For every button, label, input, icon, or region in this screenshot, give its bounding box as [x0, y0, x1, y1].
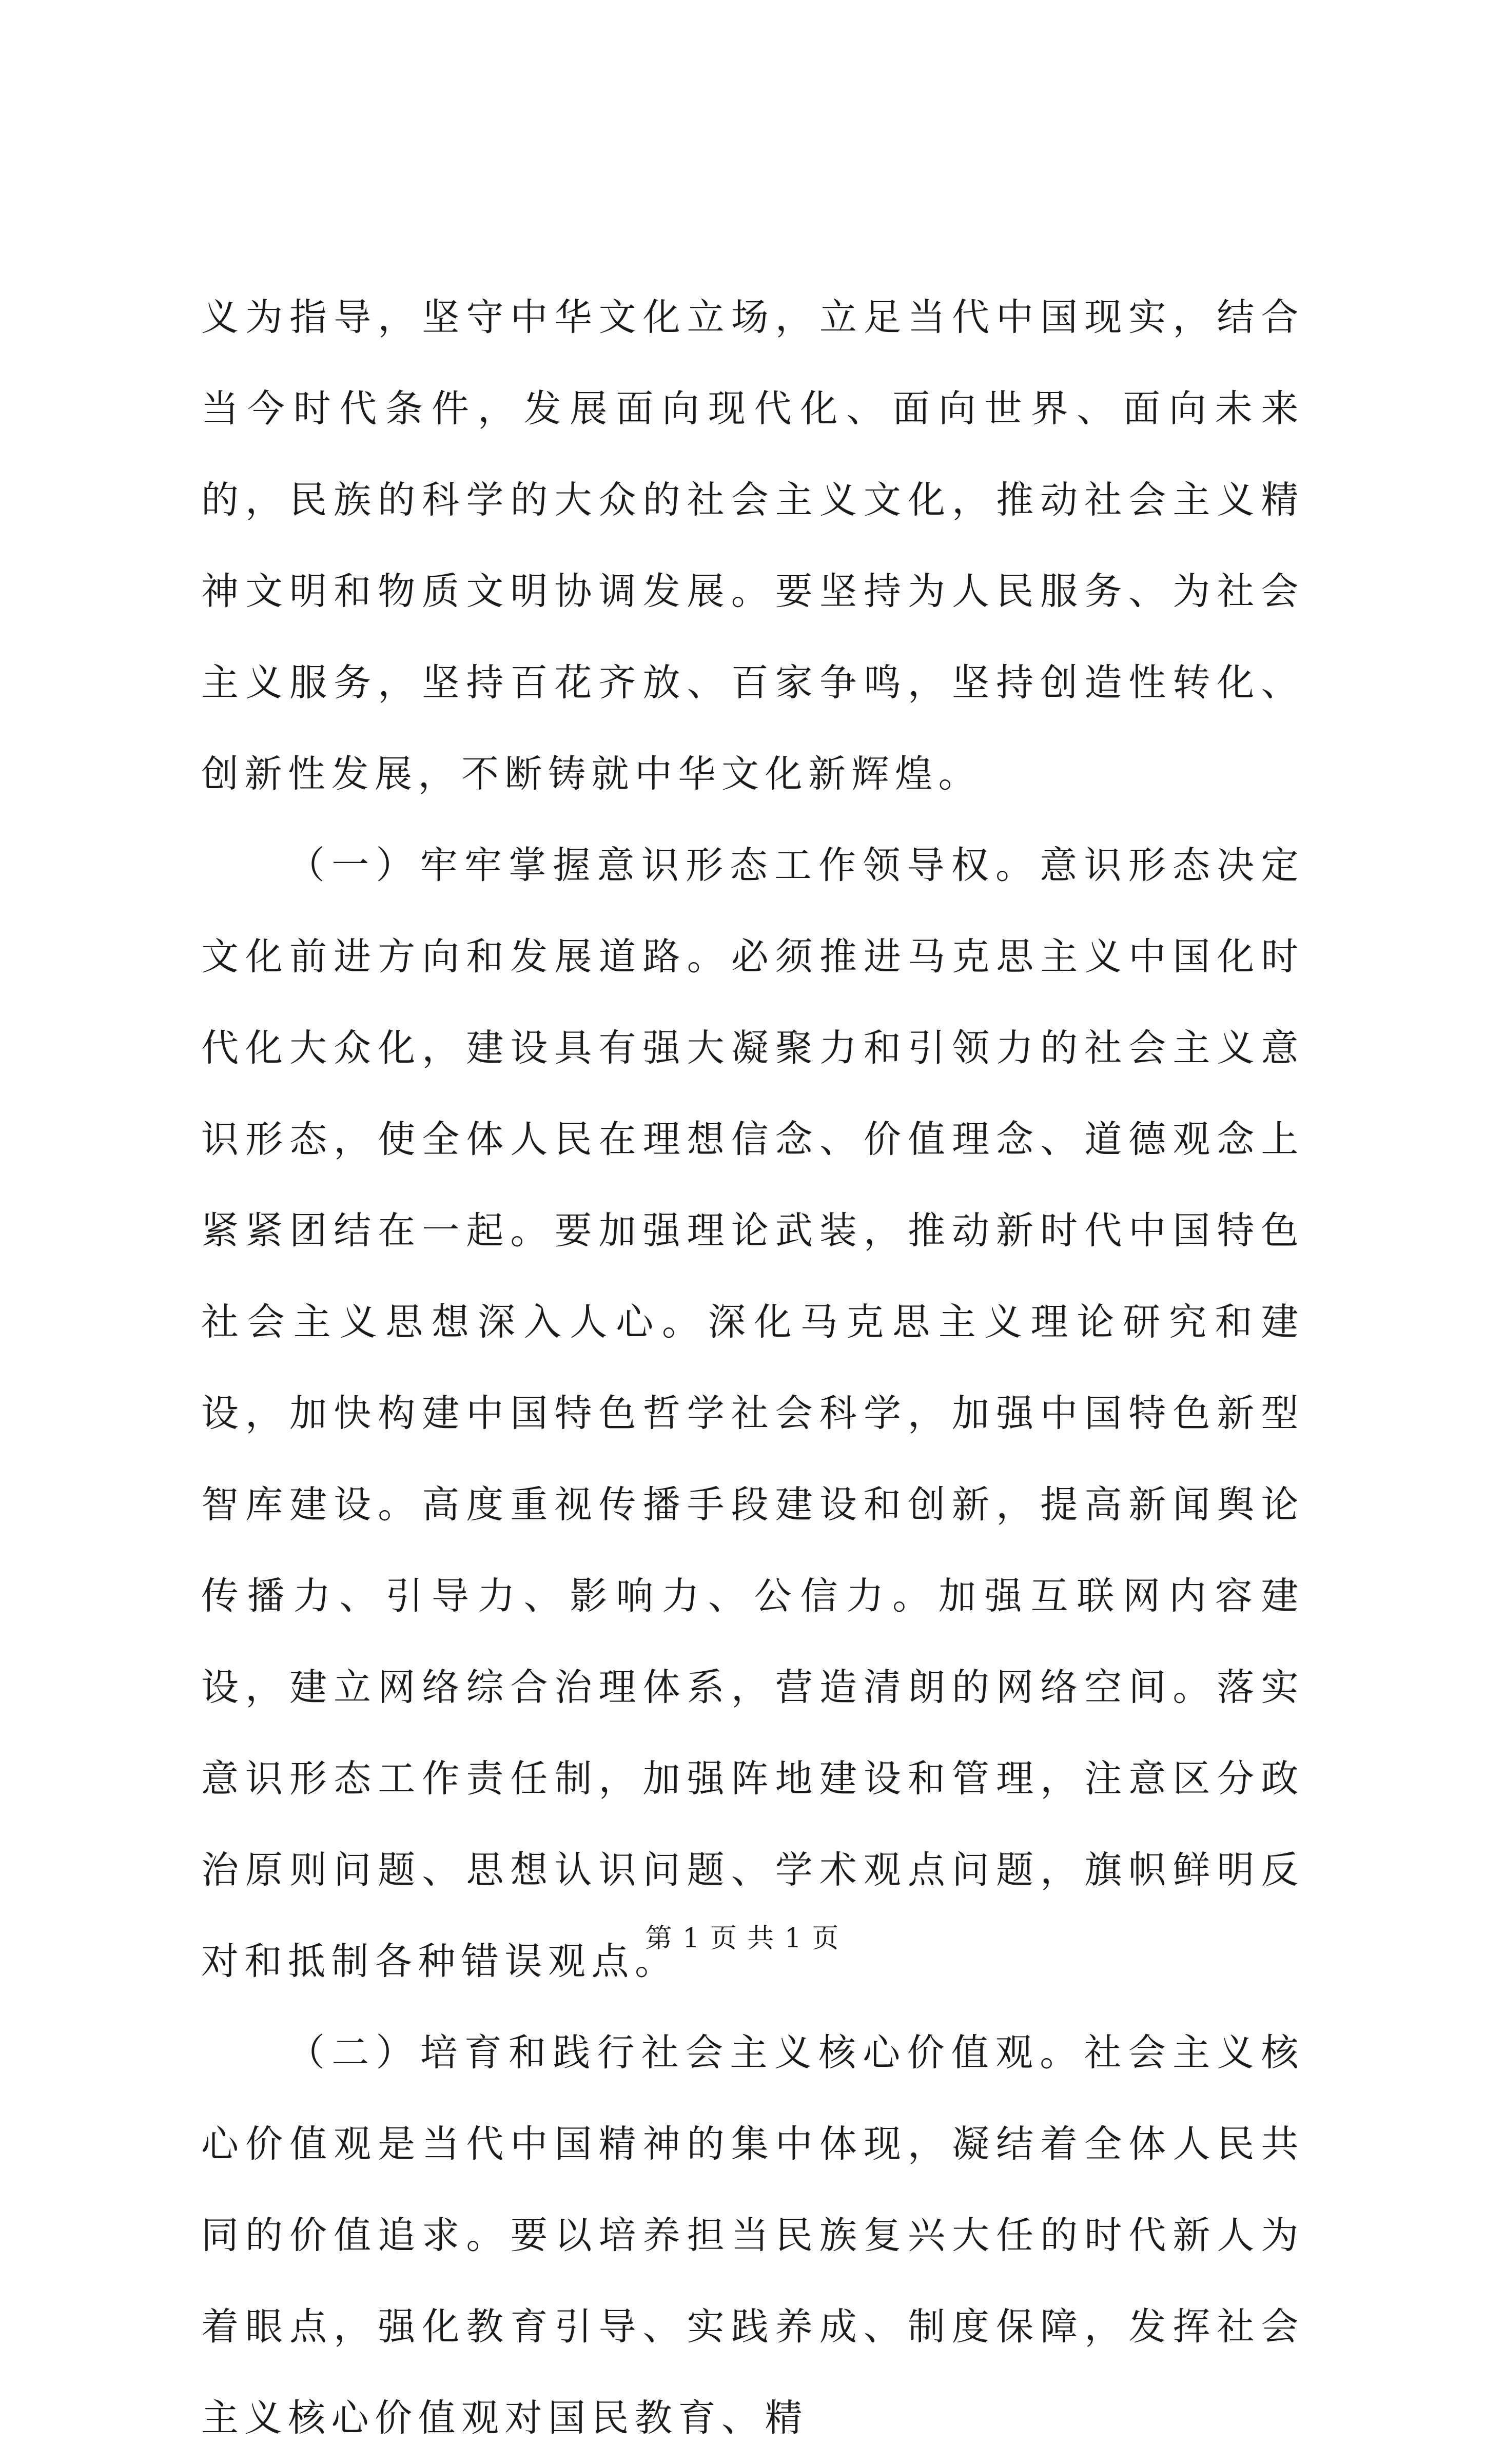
- paragraph-ideology-section: （一）牢牢掌握意识形态工作领导权。意识形态决定文化前进方向和发展道路。必须推进马克思主义中国化时代化大众化，建设具有强大凝聚力和引领力的社会主义意识形态，使全体人民在理想信念、价值理念、道德观念上紧紧团结在一起。要加强理论武装，推动新时代中国特色社会主义思想深入人心。深化马克思主义理论研究和建设，加快构建中国特色哲学社会科学，加强中国特色新型智库建设。高度重视传播手段建设和创新，提高新闻舆论传播力、引导力、影响力、公信力。加强互联网内容建设，建立网络综合治理体系，营造清朗的网络空间。落实意识形态工作责任制，加强阵地建设和管理，注意区分政治原则问题、思想认识问题、学术观点问题，旗帜鲜明反对和抵制各种错误观点。: [201, 844, 1304, 1983]
- paragraph-continuation: 义为指导，坚守中华文化立场，立足当代中国现实，结合当今时代条件，发展面向现代化、面向世界、面向未来的，民族的科学的大众的社会主义文化，推动社会主义精神文明和物质文明协调发展。要坚持为人民服务、为社会主义服务，坚持百花齐放、百家争鸣，坚持创造性转化、创新性发展，不断铸就中华文化新辉煌。: [201, 296, 1304, 796]
- document-body: [201, 272, 1304, 2464]
- paragraph-core-values-section: （二）培育和践行社会主义核心价值观。社会主义核心价值观是当代中国精神的集中体现，凝结着全体人民共同的价值追求。要以培养担当民族复兴大任的时代新人为着眼点，强化教育引导、实践养成、制度保障，发挥社会主义核心价值观对国民教育、精: [201, 2031, 1304, 2440]
- page-number-footer: 第 1 页 共 1 页: [645, 1923, 840, 1954]
